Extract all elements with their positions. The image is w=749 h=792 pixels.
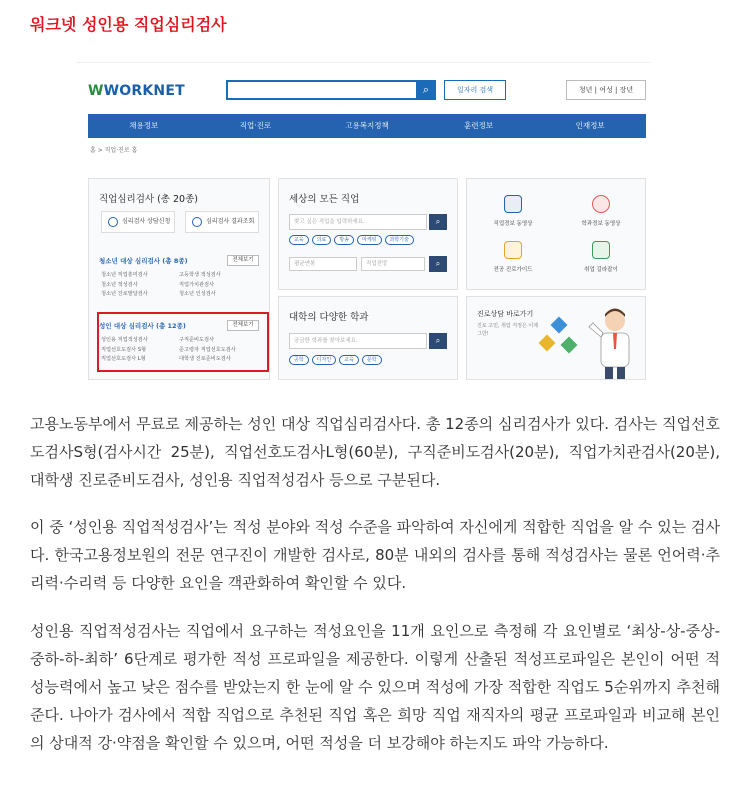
youth-view-all-button[interactable]: 전체보기 <box>227 255 259 266</box>
test-apply-button[interactable]: 심리검사 상담신청 <box>101 211 175 233</box>
graduation-cap-icon <box>592 195 610 213</box>
document-icon <box>192 217 202 227</box>
list-item[interactable]: 직업선호도검사 S형 <box>101 346 147 353</box>
outlook-select[interactable]: 직업전망 <box>361 257 425 271</box>
list-item[interactable]: 대학생 진로준비도검사 <box>179 356 231 362</box>
list-item[interactable]: 직업가치관검사 <box>179 281 215 288</box>
adult-view-all-button[interactable]: 전체보기 <box>227 320 259 331</box>
list-item[interactable]: 직업선호도검사 L형 <box>101 356 146 362</box>
youth-test-list <box>101 271 257 300</box>
tag[interactable]: 과학기술 <box>385 235 414 245</box>
job-guide-link[interactable]: 취업 길라잡이 <box>557 241 645 273</box>
majors-card <box>278 296 458 380</box>
nav-item-training[interactable]: 훈련정보 <box>464 121 494 130</box>
q-badge-icon <box>551 317 568 334</box>
major-tags <box>289 355 382 365</box>
logo-text: WORKNET <box>103 83 185 99</box>
job-tags <box>289 235 414 245</box>
counsel-subtitle: 진로 고민, 취업 걱정은 이제 그만! <box>477 323 539 337</box>
counsel-title: 진로상담 바로가기 <box>477 310 534 318</box>
test-result-button[interactable]: 심리검사 결과조회 <box>185 211 259 233</box>
job-search-icon[interactable]: ⌕ <box>429 214 447 230</box>
q-badge-icon <box>539 335 556 352</box>
job-video-link[interactable]: 직업정보 동영상 <box>469 195 557 227</box>
breadcrumb: 홈 > 직업·진로 홈 <box>90 147 138 154</box>
main-nav <box>88 114 646 138</box>
org-chart-icon <box>504 241 522 259</box>
list-item[interactable]: 청소년 직업흥미검사 <box>101 272 148 278</box>
all-jobs-card <box>278 178 458 290</box>
paragraph-3: 성인용 직업적성검사는 직업에서 요구하는 적성요인을 11개 요인으로 측정해 각 요인별로 ‘최상-상-중상-중하-하-최하’ 6단계로 평가한 적성 프로파일을 제공한다. 이렇게 산출된 적성프로파일은 본인이 어떤 적성능력에서 높고 낮은 점수를 받았는지 한 눈에 알 수 있으며 적성에 가장 적합한 직업도 5순위까지 추천해준다. 나아가 검사에서 적합 직업으로 추천된 직업 혹은 희망 직업 재직자의 평균 프로파일과 비교해 본인의 상대적 강·약점을 확인할 수 있으며, 어떤 적성을 더 보강해야 하는지도 파악 가능하다. <box>30 622 720 752</box>
youth-test-title[interactable]: 청소년 대상 심리검사 (총 8종) <box>99 257 188 265</box>
tag[interactable]: 디자인 <box>312 355 337 365</box>
tag[interactable]: 교육 <box>339 355 359 365</box>
nav-item-jobs[interactable]: 채용정보 <box>129 121 159 130</box>
adult-test-list <box>101 336 257 365</box>
tag[interactable]: 의료 <box>312 235 332 245</box>
paragraph-1: 고용노동부에서 무료로 제공하는 성인 대상 직업심리검사다. 총 12종의 심리검사가 있다. 검사는 직업선호도검사S형(검사시간 25분), 직업선호도검사L형(60분), 구직준비도검사(20분), 직업가치관검사(20분), 대학생 진로준비도검사, 성인용 직업적성검사 등으로 구분된다. <box>30 415 720 489</box>
major-video-link[interactable]: 학과정보 동영상 <box>557 195 645 227</box>
nav-item-talent[interactable]: 인재정보 <box>575 121 605 130</box>
user-type-links[interactable]: 청년 | 여성 | 장년 <box>566 80 646 100</box>
video-icon <box>504 195 522 213</box>
psych-test-card <box>88 178 270 380</box>
clipboard-icon <box>108 217 118 227</box>
article-title: 워크넷 성인용 직업심리검사 <box>30 15 227 34</box>
list-item[interactable]: 청소년 적성검사 <box>101 281 138 288</box>
list-item[interactable]: 청소년 인성검사 <box>179 291 216 297</box>
counsel-card[interactable] <box>466 296 646 380</box>
tag[interactable]: 공학 <box>289 355 309 365</box>
job-search-input[interactable]: 찾고 싶은 직업을 입력하세요. <box>289 214 427 230</box>
list-item[interactable]: 구직준비도검사 <box>179 337 215 343</box>
major-search-input[interactable]: 궁금한 학과를 찾아보세요. <box>289 333 427 349</box>
counselor-illustration-icon <box>585 305 641 379</box>
tag[interactable]: 교육 <box>289 235 309 245</box>
nav-item-career[interactable]: 직업·진로 <box>239 121 272 130</box>
a-badge-icon <box>561 337 578 354</box>
list-item[interactable]: 고등학생 적성검사 <box>179 272 221 278</box>
major-guide-link[interactable]: 전공 진로가이드 <box>469 241 557 273</box>
list-item[interactable]: 청소년 진로발달검사 <box>101 291 148 297</box>
nav-item-welfare[interactable]: 고용복지정책 <box>345 121 389 130</box>
psych-card-title: 직업심리검사 (총 20종) <box>99 194 198 205</box>
list-item[interactable]: 준고령자 직업선호도검사 <box>179 346 236 353</box>
job-filter-search-icon[interactable]: ⌕ <box>429 256 447 272</box>
major-search-icon[interactable]: ⌕ <box>429 333 447 349</box>
search-input[interactable] <box>226 80 418 100</box>
worknet-screenshot <box>76 62 650 384</box>
paragraph-2: 이 중 ‘성인용 직업적성검사’는 적성 분야와 적성 수준을 파악하여 자신에게 적합한 직업을 알 수 있는 검사다. 한국고용정보원의 전문 연구진이 개발한 검사로, 80분 내외의 검사를 통해 적성검사는 물론 언어력·추리력·수리력 등 다양한 요인을 객관화하여 확인할 수 있다. <box>30 518 720 592</box>
jobs-card-title: 세상의 모든 직업 <box>289 194 360 205</box>
list-item[interactable]: 성인용 직업적성검사 <box>101 337 148 343</box>
worknet-logo[interactable]: WWORKNET <box>88 83 185 99</box>
salary-select[interactable]: 평균연봉 <box>289 257 357 271</box>
majors-card-title: 대학의 다양한 학과 <box>289 312 369 323</box>
job-search-button[interactable]: 일자리 검색 <box>444 80 506 100</box>
signpost-icon <box>592 241 610 259</box>
tag[interactable]: 마케팅 <box>357 235 382 245</box>
tag[interactable]: 문학 <box>362 355 382 365</box>
quick-links-card <box>466 178 646 290</box>
tag[interactable]: 방송 <box>334 235 354 245</box>
adult-test-title[interactable]: 성인 대상 심리검사 (총 12종) <box>99 322 186 330</box>
search-icon[interactable]: ⌕ <box>416 80 436 100</box>
